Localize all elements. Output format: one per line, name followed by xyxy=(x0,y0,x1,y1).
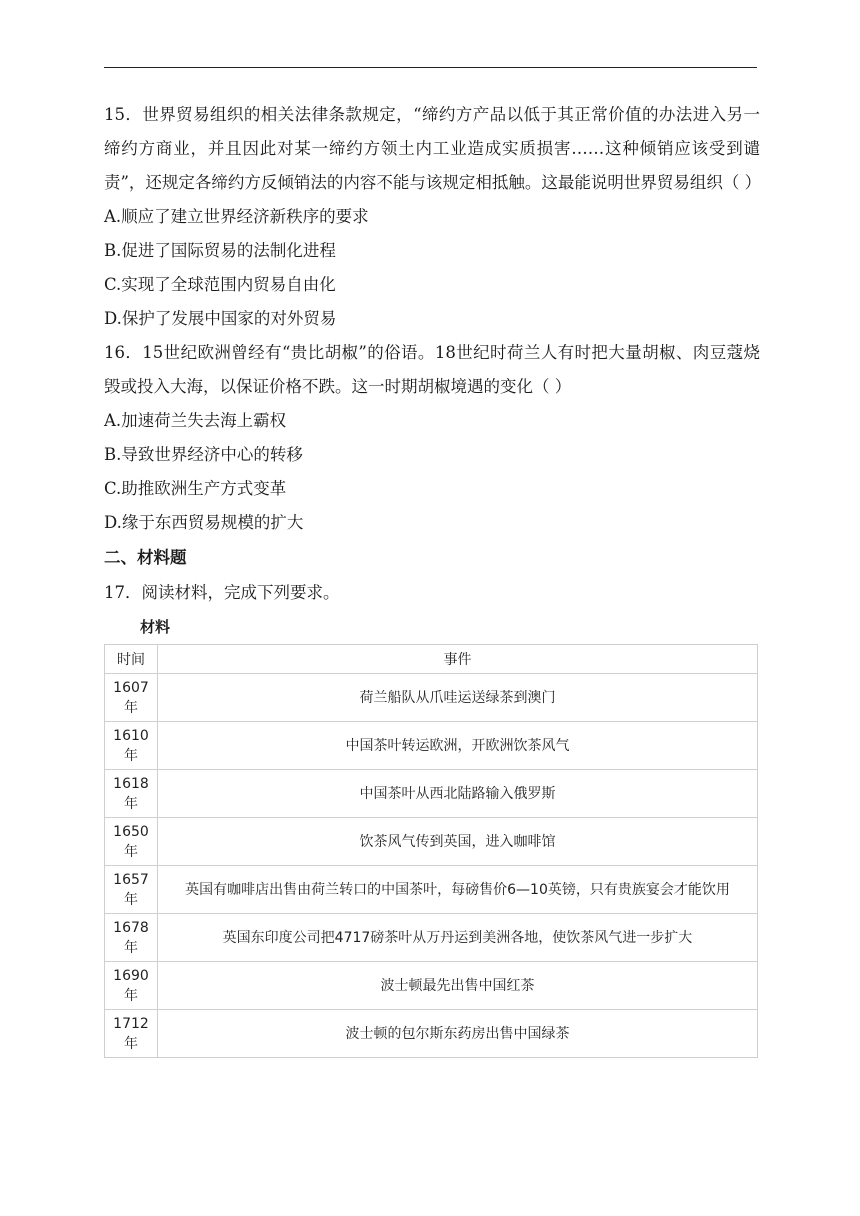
table-row xyxy=(105,914,758,962)
table-row xyxy=(105,818,758,866)
row-event: 英国有咖啡店出售由荷兰转口的中国茶叶，每磅售价6—10英镑，只有贵族宴会才能饮用 xyxy=(158,866,758,914)
header-rule xyxy=(104,67,757,68)
question-16-stem: 16．15世纪欧洲曾经有“贵比胡椒”的俗语。18世纪时荷兰人有时把大量胡椒、肉豆蔻烧毁或投入大海，以保证价格不跌。这一时期胡椒境遇的变化（ ） xyxy=(104,343,760,396)
header-event: 事件 xyxy=(158,645,758,674)
row-event: 波士顿最先出售中国红茶 xyxy=(158,962,758,1010)
table-row xyxy=(105,722,758,770)
table-header-row xyxy=(105,645,758,674)
question-16-option-a: A.加速荷兰失去海上霸权 xyxy=(104,411,287,430)
question-17-stem: 17．阅读材料，完成下列要求。 xyxy=(104,583,340,602)
table-row xyxy=(105,962,758,1010)
question-15 xyxy=(104,98,760,336)
row-event: 波士顿的包尔斯东药房出售中国绿茶 xyxy=(158,1010,758,1058)
row-year: 1678年 xyxy=(105,914,158,962)
question-16-option-b: B.导致世界经济中心的转移 xyxy=(104,445,303,464)
events-table xyxy=(104,644,758,1058)
table-row xyxy=(105,674,758,722)
question-15-option-b: B.促进了国际贸易的法制化进程 xyxy=(104,241,336,260)
question-16-option-d: D.缘于东西贸易规模的扩大 xyxy=(104,513,304,532)
question-16 xyxy=(104,336,760,540)
row-year: 1610年 xyxy=(105,722,158,770)
header-time: 时间 xyxy=(105,645,158,674)
question-16-option-c: C.助推欧洲生产方式变革 xyxy=(104,479,287,498)
row-event: 饮茶风气传到英国，进入咖啡馆 xyxy=(158,818,758,866)
document-body xyxy=(104,98,760,1058)
section-title: 二、材料题 xyxy=(104,548,187,567)
row-year: 1618年 xyxy=(105,770,158,818)
question-15-option-d: D.保护了发展中国家的对外贸易 xyxy=(104,309,337,328)
row-year: 1657年 xyxy=(105,866,158,914)
row-event: 中国茶叶从西北陆路输入俄罗斯 xyxy=(158,770,758,818)
table-row xyxy=(105,1010,758,1058)
material-label: 材料 xyxy=(140,618,171,636)
question-15-option-a: A.顺应了建立世界经济新秩序的要求 xyxy=(104,207,369,226)
row-event: 荷兰船队从爪哇运送绿茶到澳门 xyxy=(158,674,758,722)
row-year: 1607年 xyxy=(105,674,158,722)
row-year: 1690年 xyxy=(105,962,158,1010)
row-year: 1712年 xyxy=(105,1010,158,1058)
row-year: 1650年 xyxy=(105,818,158,866)
table-row xyxy=(105,770,758,818)
row-event: 英国东印度公司把4717磅茶叶从万丹运到美洲各地，使饮茶风气进一步扩大 xyxy=(158,914,758,962)
table-row xyxy=(105,866,758,914)
question-15-option-c: C.实现了全球范围内贸易自由化 xyxy=(104,275,336,294)
row-event: 中国茶叶转运欧洲，开欧洲饮茶风气 xyxy=(158,722,758,770)
question-15-stem: 15．世界贸易组织的相关法律条款规定，“缔约方产品以低于其正常价值的办法进入另一缔约方商业，并且因此对某一缔约方领土内工业造成实质损害……这种倾销应该受到谴责”，还规定各缔约方反倾销法的内容不能与该规定相抵触。这最能说明世界贸易组织（ ） xyxy=(104,105,762,192)
